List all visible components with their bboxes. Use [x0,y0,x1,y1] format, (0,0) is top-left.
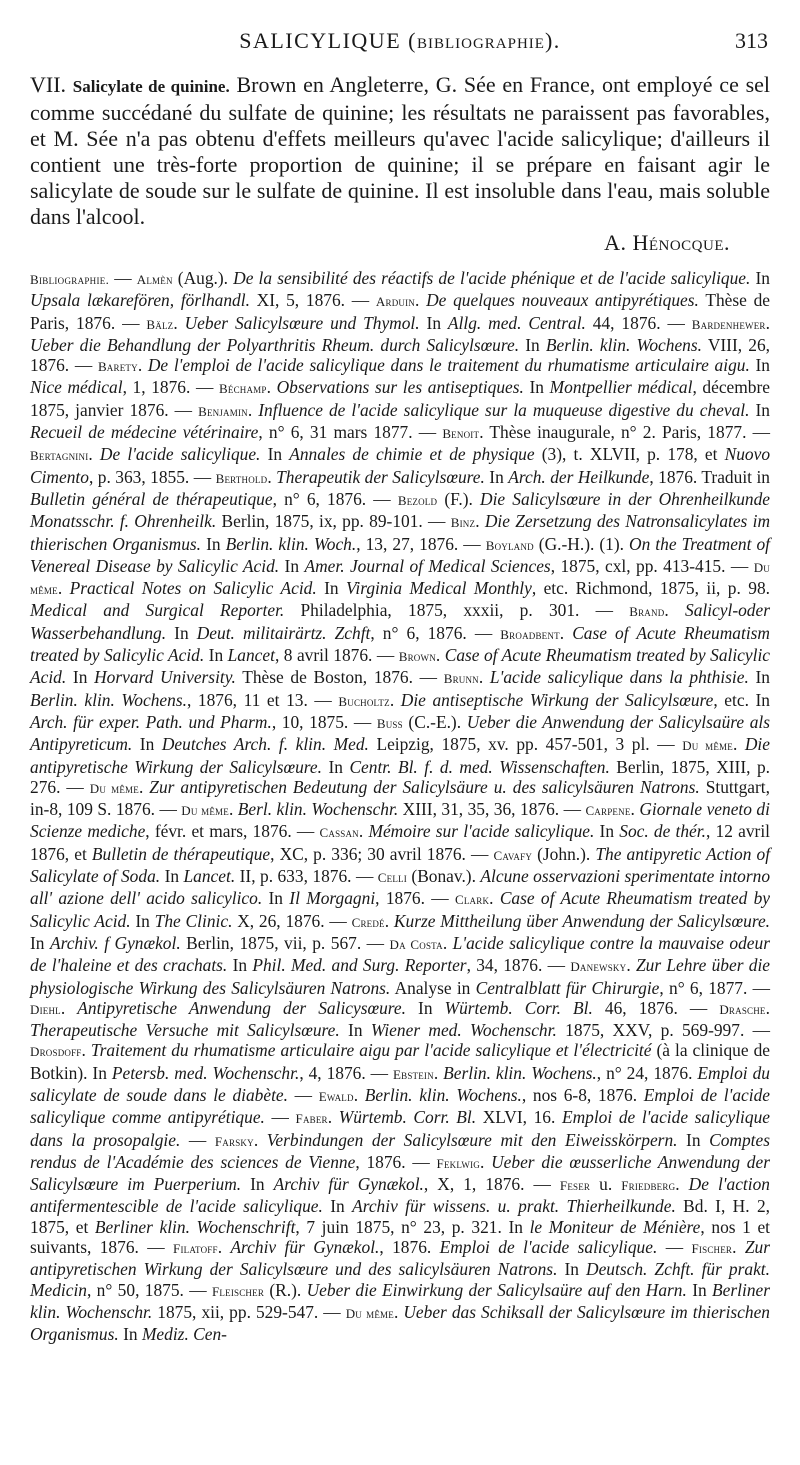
author-name: Bardenhewer [691,316,766,332]
citation-title: Practical Notes on Salicylic Acid. [69,578,317,599]
author-name: Fleischer [212,1283,265,1299]
author-name: Béchamp [219,381,267,397]
citation-title: Montpellier médical [549,377,693,398]
section-vii [30,72,770,256]
citation-text: . [247,399,259,420]
citation-text: , n° 6, 1876. — [370,622,501,643]
author-name: Bezold [397,492,438,508]
citation-text: 1875, xii, pp. 529-547. — [152,1301,346,1322]
citation-title: Medical and Surgical Reporter. [30,600,285,621]
citation-text: . [173,312,185,333]
author-name: Credé [351,914,385,930]
citation-text: . [732,1237,745,1258]
citation-text: In [686,1279,713,1300]
author-name: Cassan [319,825,359,841]
citation-text: , 4, 1876. — [299,1062,393,1083]
citation-title: Deut. militairärtz. Zchft [196,622,371,643]
author-name: Feklwig [436,1155,480,1171]
author-name: Binz [450,515,476,531]
citation-text: In [748,667,770,688]
citation-title: Influence de l'acide salicylique sur la muqueuse digestive du cheval. [258,399,750,420]
author-name: Ebstein [392,1066,434,1082]
citation-text: In [677,1129,710,1150]
citation-title: Archiv für Gynækol. [273,1174,424,1195]
citation-text: . [358,821,369,842]
citation-title: Lancet [227,645,275,666]
citation-text: , n° 50, 1875. — [86,1279,212,1300]
citation-text: , n° 24, 1876. [596,1062,698,1083]
citation-title: Deutsch. Zchft. für prakt. Medicin [30,1259,770,1300]
citation-text: XIII, 31, 35, 36, 1876. — [398,799,586,820]
citation-title: Annales de chimie et de physique [289,444,535,465]
citation-text: . [478,667,490,688]
citation-text: (Aug.). [172,268,234,288]
citation-text: , 12 avril 1876, et [30,821,770,864]
citation-title: Berl. klin. Wochenschr. [237,799,399,820]
citation-title: Ueber das Schiksall der Salicylsœure im thierischen Organismus. [30,1301,771,1345]
citation-title: le Moniteur de Ménière [529,1216,701,1237]
citation-title: Centralblatt für Chirurgie [475,977,660,998]
citation-text: In [594,821,620,842]
section-heading: Salicylate de quinine. [72,77,230,96]
citation-text: . [732,734,745,755]
citation-text: , n° 6, 1877. — [659,977,770,998]
section-number: VII. [30,72,67,97]
citation-title: Nuovo Cimento [30,444,771,487]
citation-text: In [749,355,771,376]
citation-title: Case of Acute Rheumatism treated by Salicylic Acid. [30,622,770,666]
citation-text: . [626,955,636,976]
citation-title: Ueber die œusserliche Anwendung der Salicylsœure im Puerperium. [30,1151,770,1195]
author-name: Bälz [146,316,174,332]
citation-text: VIII, 26, 1876. — [30,334,771,376]
citation-title: Upsala lækarefören, förlhandl. [30,290,250,311]
citation-text: . [60,997,78,1018]
citation-text: Stuttgart, in-8, 109 S. 1876. — [30,776,770,820]
author-name: Diehl [30,1001,61,1017]
citation-text: In [130,910,155,931]
author-name: Almèn [136,272,173,287]
citation-text: 46, 1876. — [592,997,720,1018]
citation-text: In [749,399,770,420]
citation-text: , 1876. — [355,1151,437,1172]
citation-text: . [217,1237,231,1258]
citation-title: Zur Lehre über die physiologische Wirkung des Salicylsäuren Natrons. [30,955,771,998]
citation-text: . [664,600,685,621]
citation-title: Nice médical [30,377,123,398]
author-name: Bucholtz [338,693,390,709]
author-name: Arduin [375,294,415,310]
citation-text: . [389,689,401,710]
section-author: A. Hénocque. [604,230,730,255]
citation-text: In [227,955,253,976]
citation-title: Zur antipyretischen Wirkung der Salicylsœure und des salicylsäuren Natrons. [30,1237,770,1280]
citation-text: In [523,377,550,398]
citation-text: In [30,932,50,953]
citation-text: In [262,888,290,909]
citation-text: . [137,355,148,376]
running-title-main: SALICYLIQUE ( [239,28,417,53]
citation-text: . [57,578,70,599]
citation-title: On the Treatment of Venereal Disease by Salicylic Acid. [30,533,770,576]
citation-text: In [419,312,448,333]
citation-title: Emploi de l'acide salicylique comme antipyrétique. [30,1084,770,1128]
citation-text: In [160,866,184,887]
citation-text: , 1876. — [375,888,455,909]
citation-text: (John.). [532,843,596,864]
citation-title: Virginia Medical Monthly [346,578,532,599]
citation-title: Ueber die Anwendung der Salicylsaüre als Antipyreticum. [30,711,771,755]
citation-text: , etc. Richmond, 1875, ii, p. 98. [531,578,770,599]
citation-text: — [180,1129,215,1150]
citation-title: The antipyretic Action of Salicylate of Soda. [30,843,771,887]
citation-text: . [81,1040,91,1061]
citation-title: The Clinic. [154,910,233,931]
citation-text: Leipzig, 1875, xv. pp. 457-501, 3 pl. — [368,734,683,755]
citation-title: Würtemb. Corr. Bl. [338,1107,477,1128]
author-name: Carpene [585,803,631,819]
author-name: Brand [629,604,665,620]
citation-title: Würtemb. Corr. Bl. [444,997,593,1018]
citation-title: Verbindungen der Salicylsœure mit den Eiweisskörpern. [266,1129,678,1150]
page-header [30,28,770,62]
citation-text: Thèse de Paris, 1876. — [30,290,771,333]
citation-title: Salicyl-oder Wasserbehandlung. [30,600,770,643]
citation-text: In [557,1259,587,1280]
citation-text: , 1876. [379,1237,440,1258]
running-title-sub: BIBLIOGRAPHIE [416,36,545,52]
citation-title: De l'emploi de l'acide salicylique dans le traitement du rhumatisme articulaire aigu. [147,355,750,376]
citation-text: In [260,444,290,465]
citation-text: , p. 363, 1855. — [88,466,216,487]
citation-text: — [287,1084,319,1105]
section-body: Brown en Angleterre, G. Sée en France, ont employé ce sel comme succédané du sulfate de quinine; les résultats ne paraissent pas favorables, et M. Sée n'a pas obtenu d'effets meilleurs qu'avec l'acide salicylique; d'ailleurs il contient une très-forte proportion de quinine; il se prépare en faisant agir le salicylate de soude sur le sulfate de quinine. Il est insoluble dans l'eau, mais soluble dans l'alcool. [30,72,771,229]
page-number: 313 [735,28,768,53]
citation-text: . [475,511,485,532]
citation-text: In [132,734,162,755]
citation-title: Mémoire sur l'acide salicylique. [368,821,595,842]
citation-title: Lancet. [183,866,236,887]
citation-text: In [241,1174,274,1195]
citation-text: (G.-H.). (1). [533,533,630,554]
citation-text: , 10, 1875. — [271,711,377,732]
author-name: Buss [376,715,403,731]
citation-text: (C.-E.). [402,711,467,732]
author-name: Da Costa [389,936,443,952]
citation-text: . [88,444,100,465]
citation-text: Berlin, 1875, ix, pp. 89-101. — [216,511,451,532]
citation-text: In [279,555,305,576]
citation-text: XI, 5, 1876. — [249,290,376,311]
citation-text: In [166,622,197,643]
citation-title: Horvard University. [94,667,236,688]
citation-text: In [316,578,347,599]
citation-title: Comptes rendus de l'Académie des sciences de Vienne [30,1129,770,1172]
citation-title: Bulletin général de thérapeutique [30,488,273,509]
running-title-end: ). [544,28,561,53]
citation-text: , 34, 1876. — [466,955,571,976]
author-name: Farsky [214,1133,254,1149]
author-name: Cavafy [493,847,533,863]
citation-text: II, p. 633, 1876. — [235,866,378,887]
citation-text: (Bonav.). [406,866,481,887]
document-page [30,28,770,1345]
citation-text: . [353,1084,365,1105]
citation-title: Berlin. klin. Wochens. [364,1084,522,1105]
citation-text: , n° 6, 31 mars 1877. — [258,422,443,443]
citation-text: . [327,1107,339,1128]
citation-title: De quelques nouveaux antipyrétiques. [426,290,699,311]
citation-text: , nos 1 et suivants, 1876. — [30,1216,771,1258]
author-name: Du même [30,559,770,598]
citation-title: Amer. Journal of Medical Sciences [304,555,551,576]
author-name: Clark [454,892,490,908]
citation-title: Emploi de l'acide salicylique. [439,1237,658,1258]
author-name: Berthold [215,470,268,486]
author-name: Fischer [691,1241,733,1257]
citation-title: Archiv für Gynækol. [230,1237,380,1258]
citation-title: Kurze Mittheilung über Anwendung der Salicylsœure. [393,910,771,931]
author-name: Ewald [318,1088,354,1104]
citation-title: Case of Acute Rheumatism treated by Salicylic Acid. [30,645,770,688]
citation-title: Giornale veneto di Scienze mediche [30,799,770,842]
author-name: Filatoff [173,1241,218,1257]
citation-text: , n° 6, 1876. — [272,488,398,509]
citation-title: Mediz. Cen- [141,1324,227,1345]
citation-title: Petersb. med. Wochenschr. [111,1062,300,1083]
citation-title: Ueber Salicylsœure und Thymol. [184,312,420,333]
citation-text: In [339,1020,371,1041]
author-name: Drosdoff [30,1044,82,1060]
citation-text: — [109,268,137,288]
citation-text: . [266,377,277,398]
citation-text: . Thèse inaugurale, n° 2. Paris, 1877. — [479,422,770,443]
citation-text: — [657,1237,692,1258]
author-name: Brunn [443,671,479,687]
citation-text: , 8 avril 1876. — [274,645,399,666]
citation-text: Philadelphia, 1875, xxxii, p. 301. — [284,600,630,621]
citation-text: . [415,290,427,311]
author-name: Bertagnini [30,448,89,464]
citation-title: Zur antipyretischen Bedeutung der Salicylsäure u. des salicylsäuren Natrons. [149,776,700,797]
citation-title: Berlin. klin. Wochens. [443,1062,597,1083]
citation-title: Die antiseptische Wirkung der Salicylsœure [400,689,714,710]
citation-text: Berlin, 1875, vii, p. 567. — [180,932,390,953]
citation-text: In [519,334,546,355]
citation-title: Berliner klin. Wochenschrift [94,1216,296,1237]
author-name: Barety [97,359,138,375]
citation-text: XLVI, 16. [476,1107,562,1128]
citation-title: L'acide salicylique dans la phthisie. [489,667,749,688]
citation-title: Arch. der Heilkunde [508,466,650,487]
citation-title: Berlin. klin. Woch. [225,533,357,554]
citation-title: Die Zersetzung des Natronsalicylates im thierischen Organismus. [30,511,770,554]
author-name: Benjamin [198,403,248,419]
citation-title: Arch. für exper. Path. und Pharm. [30,711,272,732]
citation-title: Therapeutik der Salicylsœure. [276,466,485,487]
citation-text: . [228,799,238,820]
citation-text: . [765,997,770,1018]
citation-text: . [267,466,277,487]
citation-text: . [384,910,394,931]
citation-title: Ueber die Einwirkung der Salicylsaüre auf den Harn. [306,1279,687,1300]
citation-title: Berlin. klin. Wochens. [30,689,187,710]
citation-text: , 1876. Traduit in [649,466,770,487]
citation-title: Allg. med. Central. [447,312,586,333]
citation-text: , etc. In [713,689,770,710]
citation-text: , XC, p. 336; 30 avril 1876. — [270,843,494,864]
citation-text: . [433,1062,444,1083]
citation-title: Die antipyretische Wirkung der Salicylsœure. [30,734,770,777]
citation-text: . [393,1301,404,1322]
citation-text: , 13, 27, 1876. — [356,533,486,554]
citation-text: , 7 juin 1875, n° 23, p. 321. In [295,1216,530,1237]
citation-text: , 1875, cxl, pp. 413-415. — [550,555,754,576]
citation-title: Emploi du salicylate de soude dans le diabète. [30,1062,770,1105]
citation-text: (3), t. XLVII, p. 178, et [534,444,725,465]
author-name: Danewsky [570,959,627,975]
citation-text: In [405,997,445,1018]
citation-text: . [435,645,445,666]
citation-text: In [204,645,228,666]
citation-title: Ueber die Behandlung der Polyarthritis Rheum. durch Salicylsœure. [30,334,520,355]
citation-text: . [253,1129,267,1150]
author-name: Broadbent [500,626,560,642]
author-name: Du même [89,780,139,796]
citation-title: De l'action antifermentescible de l'acide salicylique. [30,1174,770,1217]
citation-text: . [489,888,500,909]
citation-text: , X, 1, 1876. — [423,1174,560,1195]
citation-text: — [264,1107,296,1128]
signature-line [30,230,770,256]
citation-title: Archiv für wissens. u. prakt. Thierheilkunde. [352,1196,676,1217]
citation-text: u. [590,1174,622,1195]
citation-text: (R.). [264,1279,307,1300]
citation-title: Soc. de thér. [619,821,706,842]
citation-text: X, 26, 1876. — [232,910,352,931]
citation-title: Deutches Arch. f. klin. Med. [161,734,369,755]
citation-text: 1875, XXV, p. 569-997. — [556,1020,770,1041]
citation-text: , févr. et mars, 1876. — [145,821,320,842]
citation-title: Berlin. klin. Wochens. [545,334,702,355]
citation-title: Berliner klin. Wochenschr. [30,1279,771,1322]
citation-title: Archiv. f Gynækol. [49,932,181,953]
citation-title: Il Morgagni [289,888,376,909]
author-name: Celli [377,870,407,886]
citation-text: In [322,756,350,777]
citation-text: In [484,466,509,487]
author-name: Du même [345,1305,394,1321]
citation-title: Observations sur les antiseptiques. [276,377,524,398]
citation-text: . [675,1174,689,1195]
citation-text: , nos 6-8, 1876. [521,1084,644,1105]
citation-text: 44, 1876. — [585,312,692,333]
citation-title: Die Salicylsœure in der Ohrenheilkunde Monatsschr. f. Ohrenheilk. [30,488,770,532]
citation-title: Emploi de l'acide salicylique dans la prosopalgie. [30,1107,770,1150]
citation-text: Bd. I, H. 2, 1875, et [30,1196,770,1237]
citation-text: In [750,268,770,288]
author-name: Boyland [485,537,534,553]
citation-title: Centr. Bl. f. d. med. Wissenschaften. [349,756,610,777]
citation-title: Antipyretische Anwendung der Salicysœure. [77,997,406,1018]
citation-text: , 1876, 11 et 13. — [186,689,339,710]
citation-title: Case of Acute Rheumatism treated by Salicylic Acid. [30,888,770,931]
citation-text: (F.). [437,488,481,509]
author-name: Benoit [442,426,480,442]
citation-text: , décembre 1875, janvier 1876. — [30,377,770,420]
citation-text: In [66,667,95,688]
author-name: Drasche [719,1001,766,1017]
citation-title: Therapeutische Versuche mit Salicylsœure. [30,1020,340,1041]
author-name: Brown [398,649,436,665]
citation-text: . [559,622,573,643]
citation-title: Recueil de médecine vétérinaire [30,422,259,443]
running-title [30,28,770,54]
citation-title: Bulletin de thérapeutique [91,843,271,864]
citation-text: . [765,312,770,333]
citation-text: . [138,776,150,797]
author-name: Friedberg [621,1178,676,1194]
citation-title: De la sensibilité des réactifs de l'acide phénique et de l'acide salicylique. [233,268,751,288]
author-name: Du même [181,803,229,819]
author-name: Feser [559,1178,591,1194]
citation-text: In [201,533,226,554]
citation-text: Thèse de Boston, 1876. — [235,667,444,688]
citation-text: In [118,1324,142,1345]
citation-title: Alcune osservazioni sperimentate intorno all' azione dell' acido salicylico. [30,866,771,909]
citation-text: Berlin, 1875, XIII, p. 276. — [30,756,771,797]
citation-title: Traitement du rhumatisme articulaire aigu par l'acide salicylique et l'électricité [90,1040,652,1061]
citation-title: Phil. Med. and Surg. Reporter [252,955,467,976]
citation-text: In [322,1196,353,1217]
citation-text: . [630,799,640,820]
bibliography [30,268,770,1345]
citation-text: . [442,932,453,953]
citation-text: Analyse in [390,977,476,998]
author-name: Faber [295,1111,328,1127]
citation-title: L'acide salicylique contre la mauvaise odeur de l'haleine et des crachats. [30,932,770,976]
bibliography-heading: Bibliographie. [30,272,110,287]
citation-text: , 1, 1876. — [122,377,219,398]
citation-title: Wiener med. Wochenschr. [370,1020,557,1041]
citation-text: (à la clinique de Botkin). In [30,1040,770,1083]
citation-text: . [479,1151,492,1172]
author-name: Du même [682,738,733,754]
citation-title: De l'acide salicylique. [99,444,261,465]
